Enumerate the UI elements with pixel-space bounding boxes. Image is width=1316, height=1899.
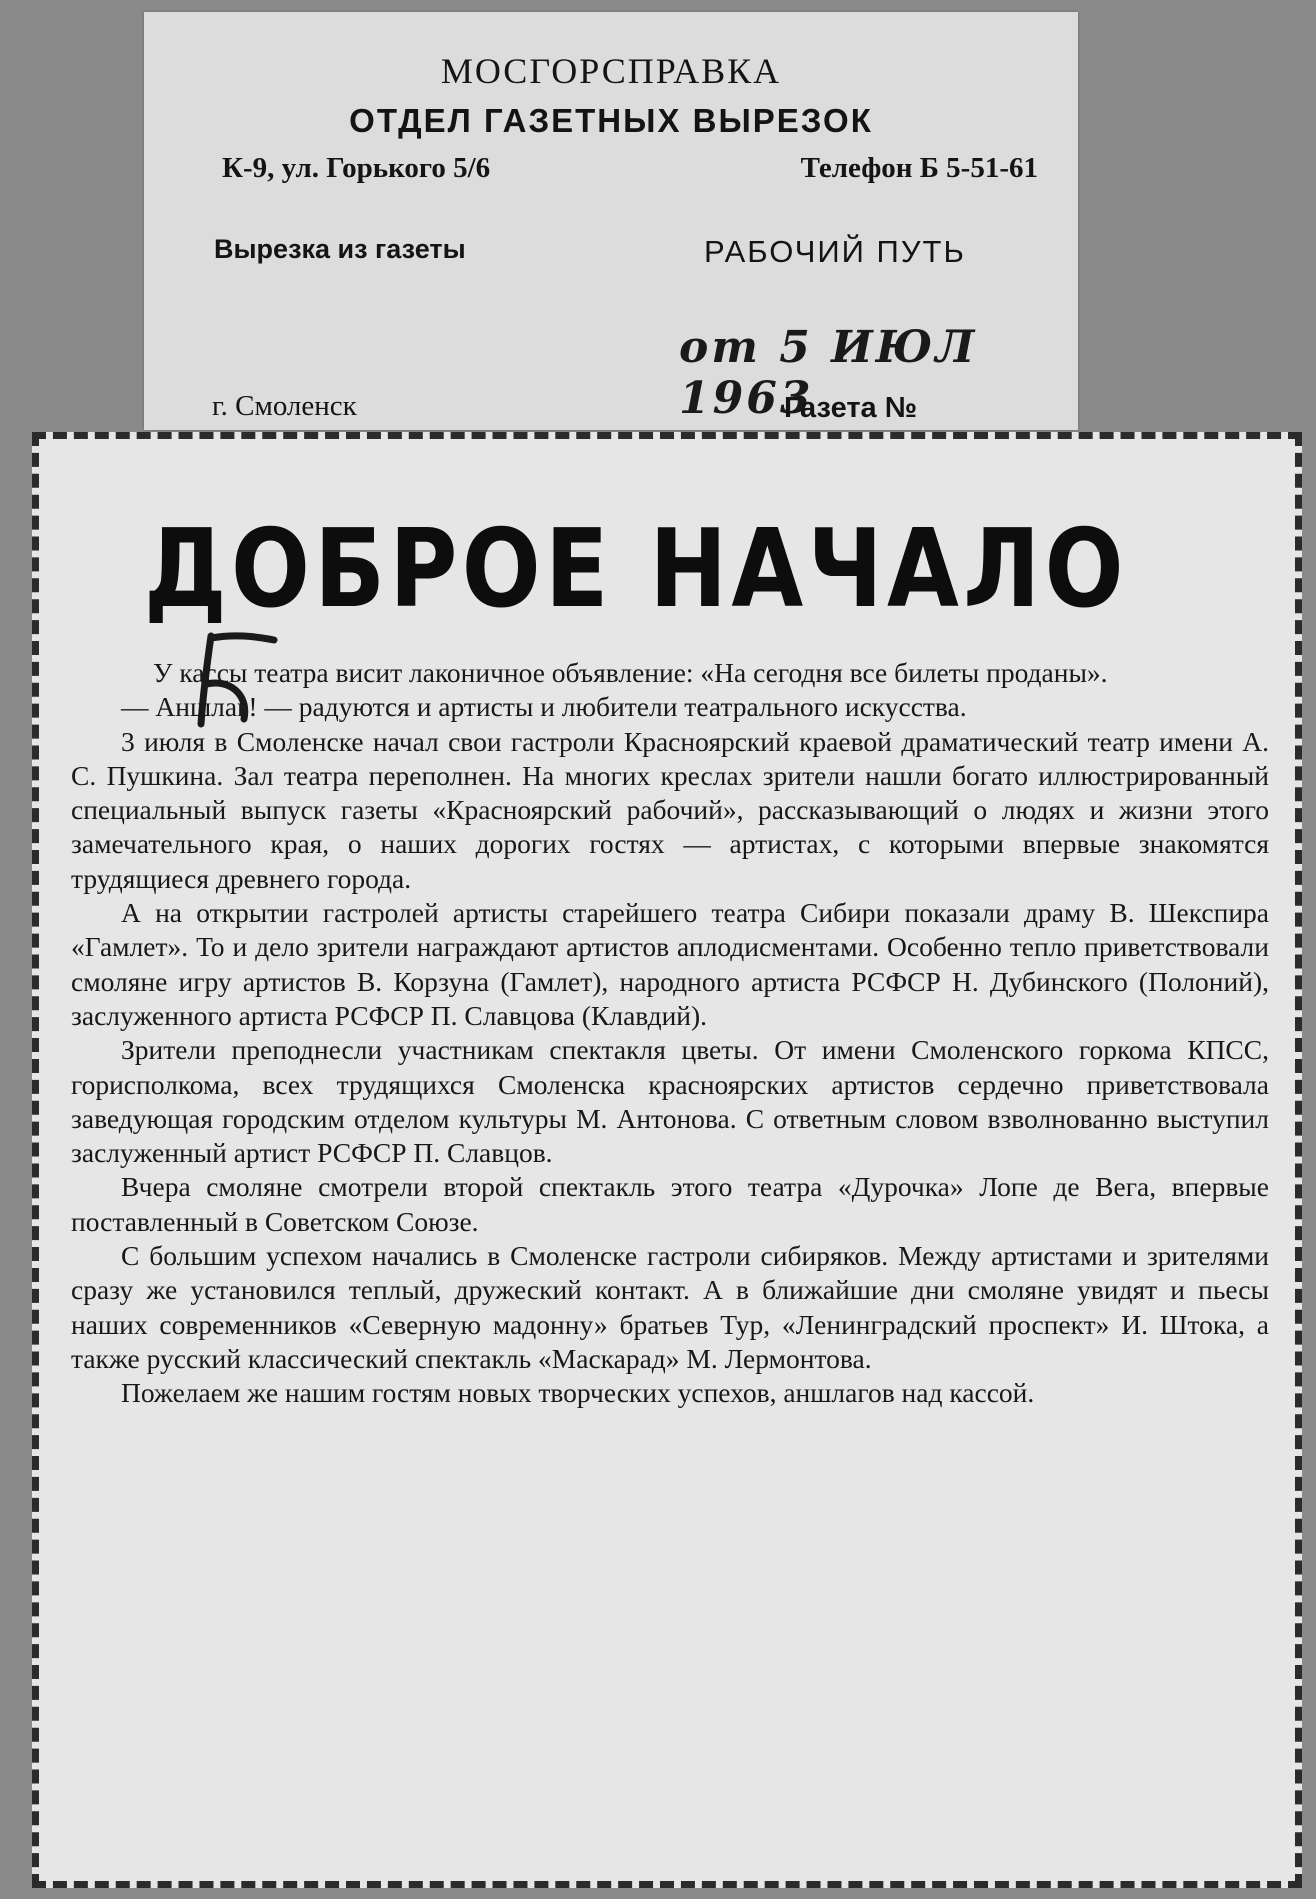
newspaper-name: РАБОЧИЙ ПУТЬ	[704, 234, 966, 269]
clipping-service-stamp	[144, 12, 1078, 430]
article-paragraph: Вчера смоляне смотрели второй спектакль этого театра «Дурочка» Лопе де Вега, впервые поставленный в Советском Союзе.	[71, 1171, 1269, 1237]
article-paragraph: С большим успехом начались в Смоленске гастроли сибиряков. Между артистами и зрителями сразу же установился теплый, дружеский контакт. А в ближайшие дни смоляне увидят и пьесы наших современников «Северную мадонну» братьев Тур, «Ленинградский проспект» И. Штока, а также русский классический спектакль «Маскарад» М. Лермонтова.	[71, 1240, 1269, 1374]
department-title: ОТДЕЛ ГАЗЕТНЫХ ВЫРЕЗОК	[349, 102, 873, 139]
article-paragraph: 3 июля в Смоленске начал свои гастроли Красноярский краевой драматический театр имени А. С. Пушкина. Зал театра переполнен. На многих креслах зрители нашли богато иллюстрированный специальный выпуск газеты «Красноярский рабочий», рассказывающий о людях и жизни этого замечательного края, о наших дорогих гостях — артистах, с которыми впервые знакомятся трудящиеся древнего города.	[71, 725, 1269, 894]
newspaper-clipping	[32, 432, 1302, 1888]
article-paragraph: А на открытии гастролей артисты старейшего театра Сибири показали драму В. Шекспира «Гамлет». То и дело зрители награждают артистов аплодисментами. Особенно тепло приветствовали смоляне игру артистов В. Корзуна (Гамлет), народного артиста РСФСР Н. Дубинского (Полоний), заслуженного артиста РСФСР П. Славцова (Клавдий).	[71, 897, 1269, 1031]
gazeta-number-label: Газета №	[784, 392, 918, 424]
city-label: г. Смоленск	[212, 390, 357, 422]
handwritten-date: от 5 ИЮЛ 1963	[679, 322, 978, 424]
agency-address: К-9, ул. Горького 5/6	[222, 152, 491, 184]
article-paragraph: Пожелаем же нашим гостям новых творческих успехов, аншлагов над кассой.	[121, 1377, 1035, 1409]
article-headline: ДОБРОЕ НАЧАЛО	[144, 507, 1128, 632]
article-paragraph: У кассы театра висит лаконичное объявление: «На сегодня все билеты проданы».	[153, 657, 1108, 688]
article-paragraph: Зрители преподнесли участникам спектакля цветы. От имени Смоленского горкома КПСС, горисполкома, всех трудящихся Смоленска красноярских артистов сердечно приветствовала заведующая городским отделом культуры М. Антонова. С ответным словом взволнованно выступил заслуженный артист РСФСР П. Славцов.	[71, 1034, 1269, 1169]
article-paragraph: — Аншлаг! — радуются и артисты и любители театрального искусства.	[121, 691, 967, 723]
cut-from-label: Вырезка из газеты	[214, 234, 466, 264]
article-body	[71, 656, 1269, 1411]
agency-phone: Телефон Б 5-51-61	[800, 152, 1038, 184]
agency-title: МОСГОРСПРАВКА	[440, 51, 782, 91]
